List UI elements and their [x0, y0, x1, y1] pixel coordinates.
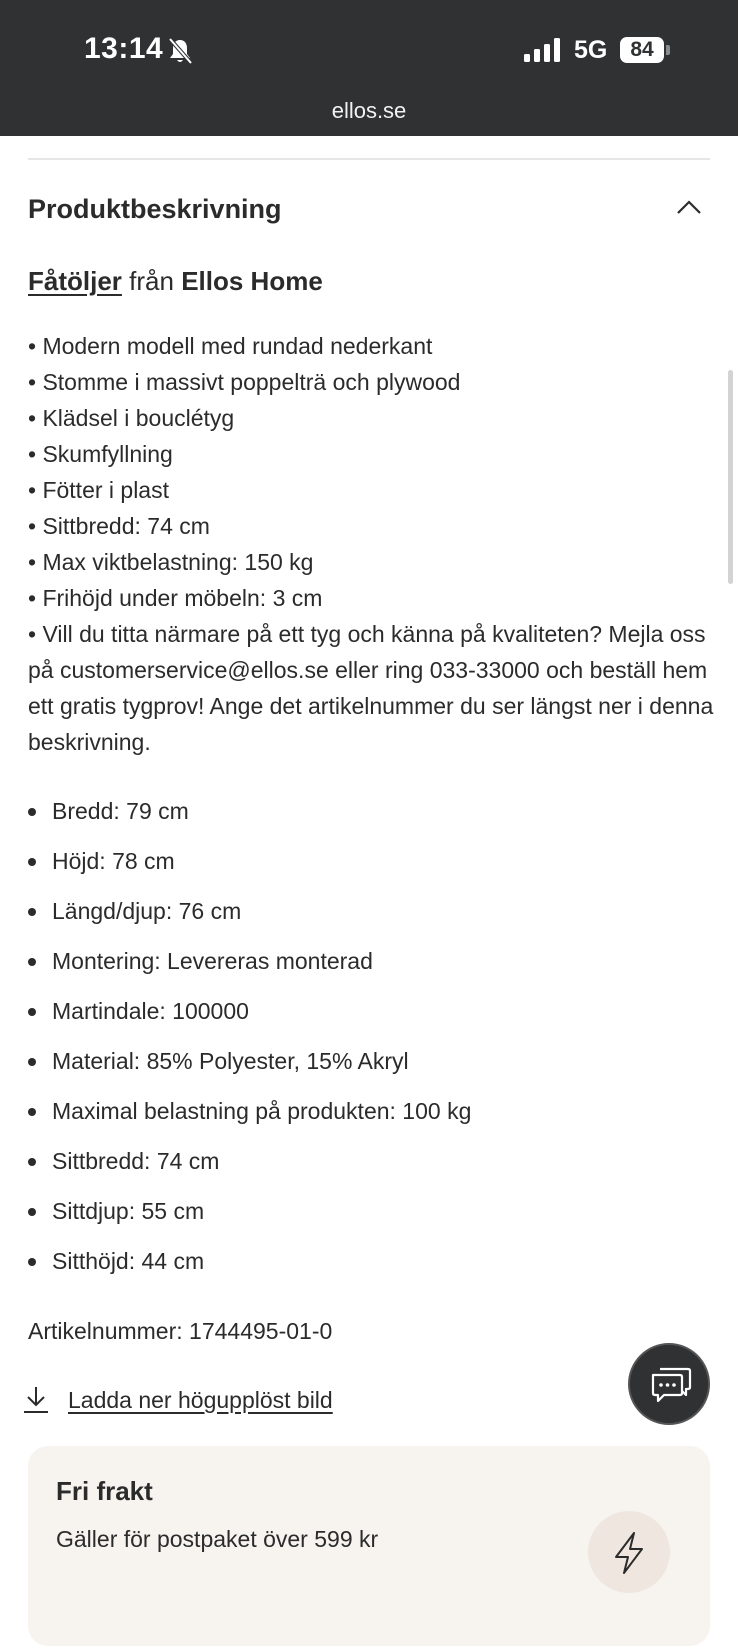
bullet-dot [28, 1058, 36, 1066]
lightning-icon [610, 1531, 648, 1575]
from-word: från [129, 266, 174, 296]
spec-item [28, 1200, 718, 1250]
spec-item [28, 1250, 718, 1300]
spec-text: Höjd: 78 cm [52, 848, 175, 874]
feature-list [28, 328, 718, 760]
spec-text: Martindale: 100000 [52, 998, 249, 1024]
spec-item [28, 800, 718, 850]
feature-item: • Frihöjd under möbeln: 3 cm [28, 585, 323, 611]
category-brand-line [28, 266, 323, 297]
feature-item: • Sittbredd: 74 cm [28, 513, 210, 539]
spec-item [28, 1050, 718, 1100]
brand-name: Ellos Home [181, 266, 323, 296]
bell-slash-icon [167, 37, 193, 65]
spec-text: Sittdjup: 55 cm [52, 1198, 205, 1224]
bullet-dot [28, 808, 36, 816]
category-link[interactable]: Fåtöljer [28, 266, 122, 296]
bullet-dot [28, 1008, 36, 1016]
spec-item [28, 850, 718, 900]
status-and-url-bar [0, 0, 738, 136]
spec-text: Sitthöjd: 44 cm [52, 1248, 205, 1274]
spec-item [28, 1100, 718, 1150]
download-icon [22, 1385, 50, 1415]
signal-bars-icon [524, 38, 562, 62]
feature-item: • Klädsel i bouclétyg [28, 405, 235, 431]
lightning-badge [588, 1511, 670, 1593]
chevron-up-icon[interactable] [676, 198, 702, 216]
free-shipping-subtitle: Gäller för postpaket över 599 kr [56, 1526, 379, 1552]
feature-item: • Modern modell med rundad nederkant [28, 333, 433, 359]
feature-item: • Max viktbelastning: 150 kg [28, 549, 314, 575]
spec-item [28, 1000, 718, 1050]
bullet-dot [28, 1258, 36, 1266]
spec-item [28, 1150, 718, 1200]
section-divider [28, 158, 710, 160]
feature-item: • Fötter i plast [28, 477, 169, 503]
download-image-link[interactable] [22, 1385, 333, 1415]
article-number: Artikelnummer: 1744495-01-0 [28, 1318, 333, 1344]
bullet-dot [28, 908, 36, 916]
spec-list [28, 800, 718, 1300]
bullet-dot [28, 1158, 36, 1166]
scrollbar[interactable] [728, 370, 733, 584]
network-type: 5G [574, 36, 608, 64]
battery-nub [666, 45, 670, 55]
bullet-dot [28, 1208, 36, 1216]
free-shipping-card [28, 1446, 710, 1646]
spec-text: Material: 85% Polyester, 15% Akryl [52, 1048, 409, 1074]
spec-text: Bredd: 79 cm [52, 798, 189, 824]
spec-text: Sittbredd: 74 cm [52, 1148, 220, 1174]
status-time: 13:14 [84, 32, 164, 65]
bullet-dot [28, 1108, 36, 1116]
download-link-text[interactable]: Ladda ner högupplöst bild [68, 1386, 333, 1413]
free-shipping-title: Fri frakt [56, 1476, 153, 1506]
bullet-dot [28, 958, 36, 966]
chat-icon [650, 1365, 692, 1405]
feature-item: • Skumfyllning [28, 441, 173, 467]
product-description-title[interactable]: Produktbeskrivning [28, 194, 282, 224]
bullet-dot [28, 858, 36, 866]
feature-item: • Stomme i massivt poppelträ och plywood [28, 369, 461, 395]
feature-item-fabric-sample: • Vill du titta närmare på ett tyg och känna på kvaliteten? Mejla oss på customerservice@ellos.se eller ring 033-33000 och beställ hem ett gratis tygprov! Ange det artikelnummer du ser längst ner i denna beskrivning. [28, 621, 714, 755]
spec-text: Maximal belastning på produkten: 100 kg [52, 1098, 472, 1124]
spec-text: Längd/djup: 76 cm [52, 898, 242, 924]
chat-button[interactable] [628, 1343, 710, 1425]
address-bar-url[interactable]: ellos.se [331, 98, 407, 123]
spec-text: Montering: Levereras monterad [52, 948, 373, 974]
battery-indicator: 84 [620, 37, 664, 63]
spec-item [28, 900, 718, 950]
spec-item [28, 950, 718, 1000]
